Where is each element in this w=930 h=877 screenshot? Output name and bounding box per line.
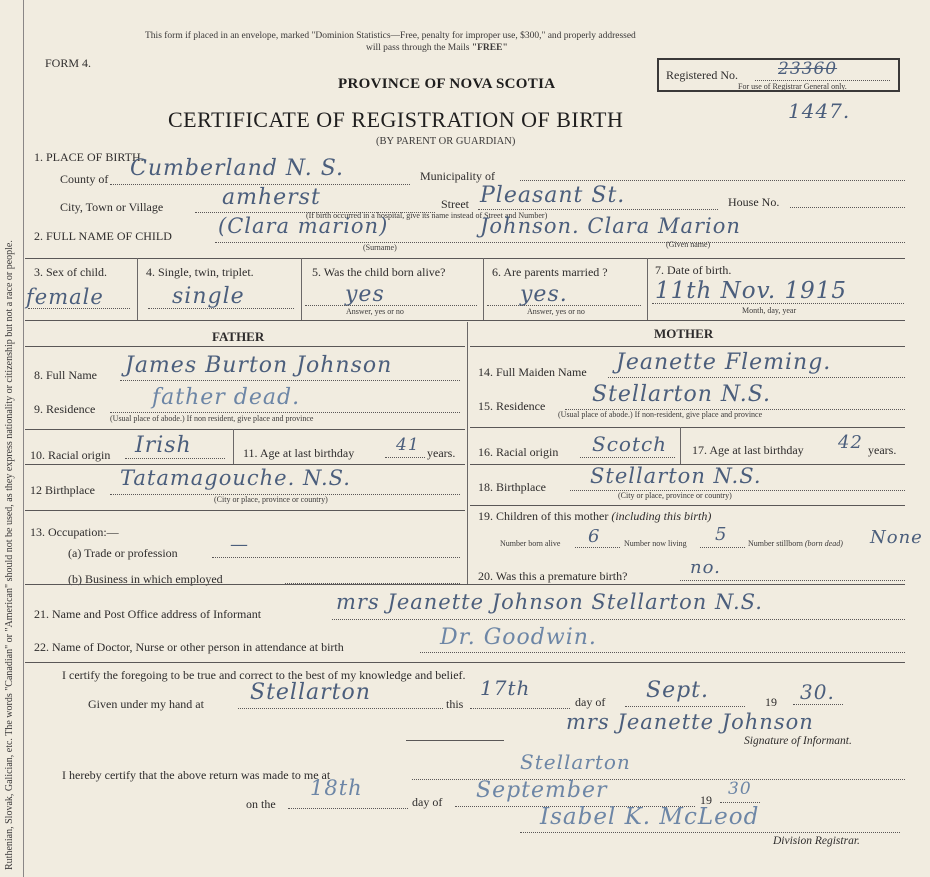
born-alive-count: 6 — [588, 526, 601, 547]
mother-residence-value: Stellarton N.S. — [592, 382, 772, 407]
certify-year-prefix: 19 — [765, 695, 777, 709]
stillborn-label: Number stillborn (born dead) — [748, 539, 843, 548]
signature-of-informant-label: Signature of Informant. — [744, 735, 852, 747]
top-notice-line2: will pass through the Mails "FREE" — [366, 43, 508, 53]
surname-note: (Surname) — [363, 243, 397, 252]
father-residence-note: (Usual place of abode.) If non resident, give place and province — [110, 414, 314, 423]
registered-label: Registered No. — [666, 68, 738, 82]
registrar-day: 18th — [310, 776, 363, 800]
registrar-month: September — [476, 778, 608, 803]
mother-residence-note: (Usual place of abode.) If non-resident, give place and province — [558, 410, 763, 419]
form-number: FORM 4. — [45, 56, 92, 70]
mother-age-years: years. — [868, 443, 897, 457]
registered-hand-number: 1447. — [788, 99, 851, 123]
now-living-count: 5 — [715, 524, 728, 545]
mother-birthplace-label: 18. Birthplace — [478, 480, 546, 494]
occupation-label: 13. Occupation:— — [30, 525, 119, 539]
father-name-value: James Burton Johnson — [125, 353, 393, 378]
single-twin-label: 4. Single, twin, triplet. — [146, 265, 254, 279]
premature-label: 20. Was this a premature birth? — [478, 569, 628, 583]
mother-age-label: 17. Age at last birthday — [692, 443, 804, 457]
county-value: Cumberland N. S. — [130, 156, 344, 181]
born-alive-label: 5. Was the child born alive? — [312, 265, 446, 279]
certificate-subtitle: (BY PARENT OR GUARDIAN) — [376, 136, 516, 147]
born-alive-value: yes — [345, 282, 385, 307]
now-living-label: Number now living — [624, 539, 687, 548]
father-racial-value: Irish — [135, 433, 192, 458]
municipality-label: Municipality of — [420, 169, 495, 183]
division-registrar-label: Division Registrar. — [773, 835, 860, 847]
registered-note: For use of Registrar General only. — [738, 82, 847, 91]
trade-label: (a) Trade or profession — [68, 546, 178, 560]
mother-birthplace-value: Stellarton N.S. — [590, 464, 762, 488]
informant-signature: mrs Jeanette Johnson — [566, 710, 814, 734]
place-of-birth-label: 1. PLACE OF BIRTH. — [34, 150, 144, 164]
top-notice-line1: This form if placed in an envelope, marked "Dominion Statistics—Free, penalty for improper use, $300," and properly addressed — [145, 31, 636, 41]
certificate-title: CERTIFICATE OF REGISTRATION OF BIRTH — [168, 107, 624, 132]
certify-year: 30. — [800, 680, 835, 704]
mother-residence-label: 15. Residence — [478, 399, 546, 413]
this-label: this — [446, 697, 464, 711]
mother-heading: MOTHER — [654, 326, 714, 341]
stillborn-count: None — [870, 527, 923, 548]
city-value: amherst — [222, 185, 321, 210]
father-birthplace-label: 12 Birthplace — [30, 483, 95, 497]
parents-married-note: Answer, yes or no — [527, 307, 585, 316]
doctor-value: Dr. Goodwin. — [440, 625, 597, 650]
child-surname-struck: (Clara marion) — [218, 214, 389, 238]
parents-married-value: yes. — [520, 282, 568, 307]
certify-statement: I certify the foregoing to be true and correct to the best of my knowledge and belief. — [62, 668, 466, 682]
county-label: County of — [60, 172, 109, 186]
house-number-label: House No. — [728, 195, 780, 209]
date-of-birth-note: Month, day, year — [742, 306, 797, 315]
premature-value: no. — [690, 557, 721, 578]
father-name-label: 8. Full Name — [34, 368, 97, 382]
informant-label: 21. Name and Post Office address of Informant — [34, 607, 262, 621]
given-name-note: (Given name) — [666, 240, 711, 249]
single-twin-value: single — [172, 284, 245, 309]
registered-struck-number: 23360 — [778, 59, 838, 79]
hospital-note: (If birth occurred in a hospital, give its name instead of Street and Number) — [306, 211, 548, 220]
born-alive-note: Answer, yes or no — [346, 307, 404, 316]
father-birthplace-value: Tatamagouche. N.S. — [120, 466, 351, 490]
father-residence-value: father dead. — [152, 385, 301, 410]
father-residence-label: 9. Residence — [34, 402, 96, 416]
informant-value: mrs Jeanette Johnson Stellarton N.S. — [336, 590, 763, 614]
child-name-value: Johnson. Clara Marion — [480, 214, 741, 238]
registrar-place: Stellarton — [520, 750, 631, 774]
side-note: Ruthenian, Slovak, Galician, etc. The words "Canadian" or "American" should not be used, as they express nationality or citizenship but not a race or people. — [4, 240, 15, 870]
registrar-statement: I hereby certify that the above return was made to me at — [62, 768, 331, 782]
business-label: (b) Business in which employed — [68, 572, 223, 586]
certify-month: Sept. — [646, 678, 710, 703]
registrar-day-label: day of — [412, 795, 443, 809]
date-of-birth-label: 7. Date of birth. — [655, 263, 732, 277]
child-name-label: 2. FULL NAME OF CHILD — [34, 229, 172, 243]
parents-married-label: 6. Are parents married ? — [492, 265, 608, 279]
mother-racial-label: 16. Racial origin — [478, 445, 559, 459]
father-age-years: years. — [427, 446, 456, 460]
father-age-label: 11. Age at last birthday — [243, 446, 355, 460]
sex-value: female — [26, 285, 104, 309]
mother-racial-value: Scotch — [592, 432, 668, 456]
street-value: Pleasant St. — [480, 183, 626, 208]
mother-birthplace-note: (City or place, province or country) — [618, 491, 732, 500]
children-label: 19. Children of this mother (including this birth) — [478, 509, 712, 523]
father-heading: FATHER — [212, 329, 265, 344]
born-alive-count-label: Number born alive — [500, 539, 561, 548]
father-age-value: 41 — [396, 435, 420, 455]
registrar-signature: Isabel K. McLeod — [540, 804, 760, 830]
given-under-label: Given under my hand at — [88, 697, 204, 711]
date-of-birth-value: 11th Nov. 1915 — [655, 278, 848, 304]
city-label: City, Town or Village — [60, 200, 164, 214]
sex-label: 3. Sex of child. — [34, 265, 107, 279]
side-rule — [23, 0, 24, 877]
registrar-year: 30 — [728, 779, 752, 799]
certify-day: 17th — [480, 676, 531, 700]
mother-age-value: 42 — [838, 432, 863, 453]
doctor-label: 22. Name of Doctor, Nurse or other person in attendance at birth — [34, 640, 344, 654]
certify-day-label: day of — [575, 695, 606, 709]
mother-name-label: 14. Full Maiden Name — [478, 365, 587, 379]
given-place: Stellarton — [250, 680, 371, 705]
street-label: Street — [441, 197, 469, 211]
mother-name-value: Jeanette Fleming. — [616, 350, 832, 375]
father-birthplace-note: (City or place, province or country) — [214, 495, 328, 504]
trade-value: — — [230, 534, 249, 555]
father-racial-label: 10. Racial origin — [30, 448, 111, 462]
province-heading: PROVINCE OF NOVA SCOTIA — [338, 76, 556, 92]
registrar-on-label: on the — [246, 797, 276, 811]
registrar-year-prefix: 19 — [700, 793, 712, 807]
